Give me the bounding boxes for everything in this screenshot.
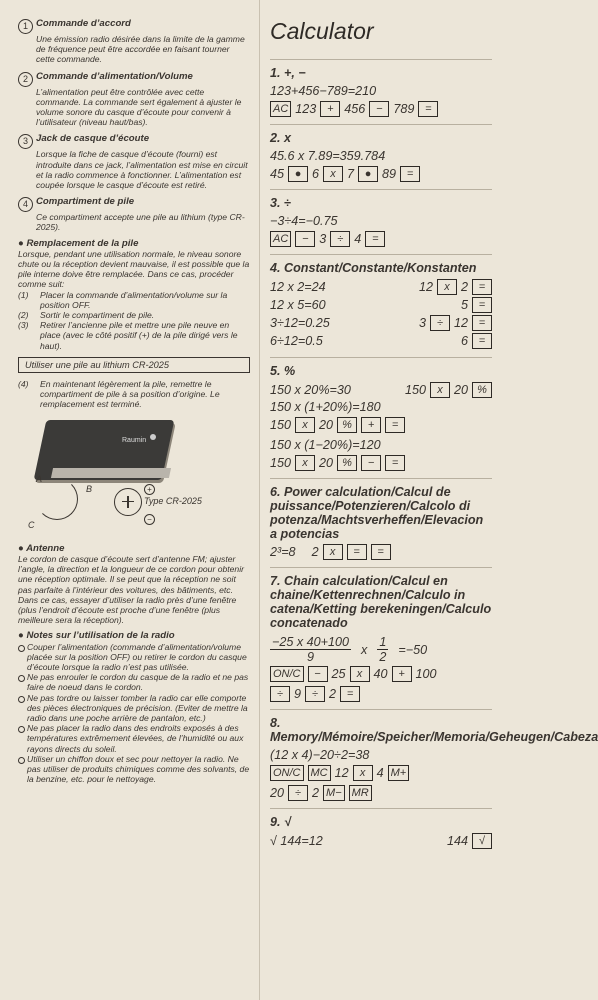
key-digits: 20 — [319, 456, 334, 470]
section-body: Une émission radio désirée dans la limite de la gamme de fréquence peut être accordée en faisant tourner cette commande. — [36, 34, 245, 65]
label-a: A — [36, 473, 43, 484]
constant-row: 12 x 2=24 12 x 2 = — [270, 278, 492, 296]
key-digits: 25 — [331, 667, 346, 681]
chain-formula: −25 x 40+100 9 x $\frac{1}{2}$ =−50 — [272, 635, 428, 664]
section-power-volume — [18, 71, 250, 128]
calc-heading: 3. ÷ — [270, 196, 291, 210]
key-digits: 45 — [270, 167, 285, 181]
calc-key: = — [365, 231, 385, 247]
calc-constant — [270, 254, 492, 350]
calc-key: AC — [270, 101, 291, 117]
calc-heading: 7. Chain calculation/Calcul en chaine/Kettenrechnen/Calculo in catena/Ketting berekeningen/Calculo concatenado — [270, 574, 492, 630]
percent-row: 150 x 20%=30 150 x 20 % — [270, 381, 492, 399]
usage-notes — [18, 631, 250, 784]
calc-key: = — [400, 166, 420, 182]
equation: 150 x (1−20%)=120 — [270, 438, 381, 452]
section-title: Compartiment de pile — [36, 196, 135, 208]
key-digits: 456 — [344, 102, 366, 116]
calc-divide — [270, 189, 492, 247]
antenna-title: ● Antenne — [18, 542, 65, 554]
key-digits: 5 — [460, 298, 468, 312]
key-digits: 20 — [270, 786, 285, 800]
key-digits: 789 — [393, 102, 415, 116]
key-digits: 2 — [312, 786, 320, 800]
calc-heading: 6. Power calculation/Calcul de puissance/Potenzieren/Calcolo di potenza/Machtsverheffen/Elevacion a potencias — [270, 485, 484, 541]
antenna-section — [18, 544, 250, 626]
calc-key: = — [371, 544, 391, 560]
key-digits: 7 — [347, 167, 355, 181]
notes-title: ● Notes sur l’utilisation de la radio — [18, 630, 175, 642]
calc-key: % — [472, 382, 492, 398]
calc-key: + — [320, 101, 340, 117]
label-b: B — [86, 483, 93, 494]
calc-key: x — [295, 455, 315, 471]
key-sequence — [270, 544, 492, 560]
battery-replacement — [18, 239, 250, 410]
note-item: Ne pas placer la radio dans des endroits exposés à des températures extrêmement élevées, de l’humidité ou aux rayons directs du soleil. — [18, 723, 250, 754]
calc-key: = — [472, 279, 492, 295]
key-digits: 150 — [270, 456, 292, 470]
calc-heading: 8. Memory/Mémoire/Speicher/Memoria/Geheugen/Cabeza — [270, 716, 598, 744]
calc-key: = — [472, 333, 492, 349]
key-sequence — [270, 686, 492, 702]
constant-row: 6÷12=0.5 6 = — [270, 332, 492, 350]
calc-key: x — [323, 544, 343, 560]
calc-heading: 2. x — [270, 131, 292, 145]
note-item: Ne pas tordre ou laisser tomber la radio car elle comporte des pièces électroniques de précision. (Eviter de mettre la radio dans une poche arrière de pantalon, etc.) — [18, 693, 250, 724]
calc-key: − — [295, 231, 315, 247]
key-digits: 20 — [319, 418, 334, 432]
calc-add-subtract — [270, 59, 492, 117]
key-digits: 3 — [319, 232, 327, 246]
key-digits: 123 — [295, 102, 317, 116]
calc-key: − — [308, 666, 328, 682]
calc-key: + — [361, 417, 381, 433]
sqrt-row: √ 144=12 144 √ — [270, 832, 492, 850]
equation: −3÷4=−0.75 — [270, 214, 338, 228]
section-title: Commande d’accord — [36, 18, 131, 29]
calc-key: x — [353, 765, 373, 781]
step-item: (2) Sortir le compartiment de pile. — [18, 310, 155, 321]
calc-multiply — [270, 124, 492, 182]
column-divider — [259, 0, 260, 1000]
replacement-intro: Lorsque, pendant une utilisation normale, le niveau sonore chute ou la réception devient mauvaise, il est possible que la pile interne doive être remplacée. Dans ce cas, procéder comme suit: — [18, 248, 250, 290]
key-decimal: ● — [358, 166, 378, 182]
key-digits: 2 — [329, 687, 337, 701]
calc-key: + — [392, 666, 412, 682]
calc-key: MC — [308, 765, 331, 781]
calc-key: x — [350, 666, 370, 682]
antenna-body: Le cordon de casque d’écoute sert d’antenne FM; ajuster l’angle, la direction et la longueur de ce cordon pour obtenir une réception optimale. Il se peut que la réception ne soit pas parfaite à l’intérieur des voitures, des bâtiments, etc. Dans ce cas, essayer d’utiliser la radio près d’une fenêtre (plus l’endroit d’écoute est proche d’une fenêtre (plus meilleure sera la réception). — [18, 553, 244, 626]
key-digits: 4 — [376, 766, 384, 780]
equation: 150 x (1+20%)=180 — [270, 400, 381, 414]
calc-key: x — [323, 166, 343, 182]
section-tuning — [18, 18, 250, 65]
calc-chain — [270, 567, 492, 702]
key-digits: 12 — [418, 280, 433, 294]
section-number: 4 — [18, 197, 33, 212]
calc-key: % — [337, 455, 357, 471]
key-digits: 144 — [446, 834, 468, 848]
key-digits: 3 — [418, 316, 426, 330]
section-body: L’alimentation peut être contrôlée avec cette commande. La commande sert également à ajuster le volume sonore du casque d’écoute pour convenir à l’utilisateur (niveau haut/bas). — [36, 86, 242, 128]
section-number: 2 — [18, 72, 33, 87]
minus-icon: − — [144, 514, 155, 525]
calc-key: = — [340, 686, 360, 702]
calc-key: AC — [270, 231, 291, 247]
battery-type-note: Utiliser une pile au lithium CR-2025 — [18, 357, 250, 373]
equation: 45.6 x 7.89=359.784 — [270, 149, 386, 163]
calc-key: ÷ — [305, 686, 325, 702]
cord-arrow — [36, 478, 78, 520]
section-number: 3 — [18, 134, 33, 149]
radio-illustration — [18, 416, 250, 542]
calc-percent — [270, 357, 492, 471]
calc-heading: 1. +, − — [270, 66, 306, 80]
left-column — [18, 18, 250, 790]
battery-type-label: Type CR-2025 — [144, 495, 202, 506]
constant-row: 3÷12=0.25 3 ÷ 12 = — [270, 314, 492, 332]
key-digits: 150 — [404, 383, 426, 397]
note-item: Couper l’alimentation (commande d’alimentation/volume placée sur la position OFF) ou retirer le cordon du casque d’écoute lorsque la radio n’est pas utilisée. — [18, 642, 250, 673]
equation: 2³=8 — [270, 545, 296, 559]
calc-key: = — [385, 455, 405, 471]
calc-key: = — [347, 544, 367, 560]
section-body: Lorsque la fiche de casque d’écoute (fourni) est introduite dans ce jack, l’alimentation est mise en circuit et la radio commence à fonctionner. L’alimentation est coupée lorsque le casque d’écoute est retiré. — [36, 149, 248, 191]
calc-key: M+ — [388, 765, 410, 781]
step-item: (1) Placer la commande d’alimentation/volume sur la position OFF. — [18, 289, 228, 310]
section-title: Commande d’alimentation/Volume — [36, 70, 193, 82]
calc-key: % — [337, 417, 357, 433]
key-sequence — [270, 101, 492, 117]
key-digits: 150 — [270, 418, 292, 432]
calc-sqrt — [270, 808, 492, 850]
calc-heading: 4. Constant/Constante/Konstanten — [270, 261, 477, 275]
radio-knob — [150, 434, 156, 440]
section-battery-compartment — [18, 196, 250, 232]
label-c: C — [28, 519, 35, 530]
plus-icon: + — [144, 484, 155, 495]
section-number: 1 — [18, 19, 33, 34]
calc-key: ÷ — [330, 231, 350, 247]
key-digits: 9 — [294, 687, 302, 701]
key-digits: 4 — [354, 232, 362, 246]
calc-key: ON/C — [270, 666, 304, 682]
key-digits: 89 — [382, 167, 397, 181]
key-sequence — [270, 166, 492, 182]
calc-heading: 9. √ — [270, 815, 291, 829]
calc-key: ÷ — [430, 315, 450, 331]
calc-key: x — [430, 382, 450, 398]
calc-heading: 5. % — [270, 364, 296, 378]
calc-key: ÷ — [270, 686, 290, 702]
calc-power — [270, 478, 492, 560]
calc-memory — [270, 709, 598, 801]
calc-key: x — [295, 417, 315, 433]
note-item: Utiliser un chiffon doux et sec pour nettoyer la radio. Ne pas utiliser de produits chimiques comme des solvants, de la benzine, etc. pour le nettoyage. — [18, 754, 250, 785]
calc-key: − — [361, 455, 381, 471]
key-digits: 12 — [453, 316, 468, 330]
step-item: (3) Retirer l’ancienne pile et mettre une pile neuve en place (avec le côté positif (+) de la pile dirigé vers le haut). — [18, 320, 238, 351]
key-digits: 6 — [312, 167, 320, 181]
brand-label: Raumin — [122, 436, 147, 444]
calc-key: − — [369, 101, 389, 117]
battery-cell-icon — [114, 488, 142, 516]
right-column — [270, 18, 598, 857]
key-digits: 2 — [311, 545, 319, 559]
calc-key: ON/C — [270, 765, 304, 781]
key-sequence — [270, 417, 492, 433]
calc-key: = — [472, 315, 492, 331]
key-sequence — [270, 455, 492, 471]
key-decimal: ● — [288, 166, 308, 182]
key-sequence — [270, 785, 492, 801]
key-digits: 100 — [415, 667, 437, 681]
constant-row: 12 x 5=60 5 = — [270, 296, 492, 314]
calc-key: ÷ — [288, 785, 308, 801]
section-title: Jack de casque d’écoute — [36, 133, 150, 145]
note-item: Ne pas enrouler le cordon du casque de la radio et ne pas faire de noeud dans le cordon. — [18, 672, 250, 692]
key-digits: 2 — [460, 280, 468, 294]
key-digits: 6 — [460, 334, 468, 348]
section-body: Ce compartiment accepte une pile au lithium (type CR-2025). — [36, 212, 245, 233]
page-title: Calculator — [270, 18, 374, 44]
key-digits: 40 — [373, 667, 388, 681]
key-digits: 12 — [334, 766, 349, 780]
key-digits: 20 — [453, 383, 468, 397]
calc-key: = — [385, 417, 405, 433]
radio-strip — [51, 468, 171, 478]
calc-key: MR — [349, 785, 372, 801]
calc-key: = — [472, 297, 492, 313]
equation: 123+456−789=210 — [270, 84, 377, 98]
calc-key: √ — [472, 833, 492, 849]
key-sequence — [270, 765, 492, 781]
calc-key: M− — [323, 785, 345, 801]
key-sequence — [270, 231, 492, 247]
calc-key: = — [418, 101, 438, 117]
section-headphone-jack — [18, 133, 250, 190]
key-sequence — [270, 666, 492, 682]
calc-key: x — [437, 279, 457, 295]
step-item: (4) En maintenant légèrement la pile, remettre le compartiment de pile à sa position d’origine. Le remplacement est terminé. — [18, 379, 220, 410]
replacement-title: ● Remplacement de la pile — [18, 237, 139, 249]
equation: (12 x 4)−20÷2=38 — [270, 748, 370, 762]
